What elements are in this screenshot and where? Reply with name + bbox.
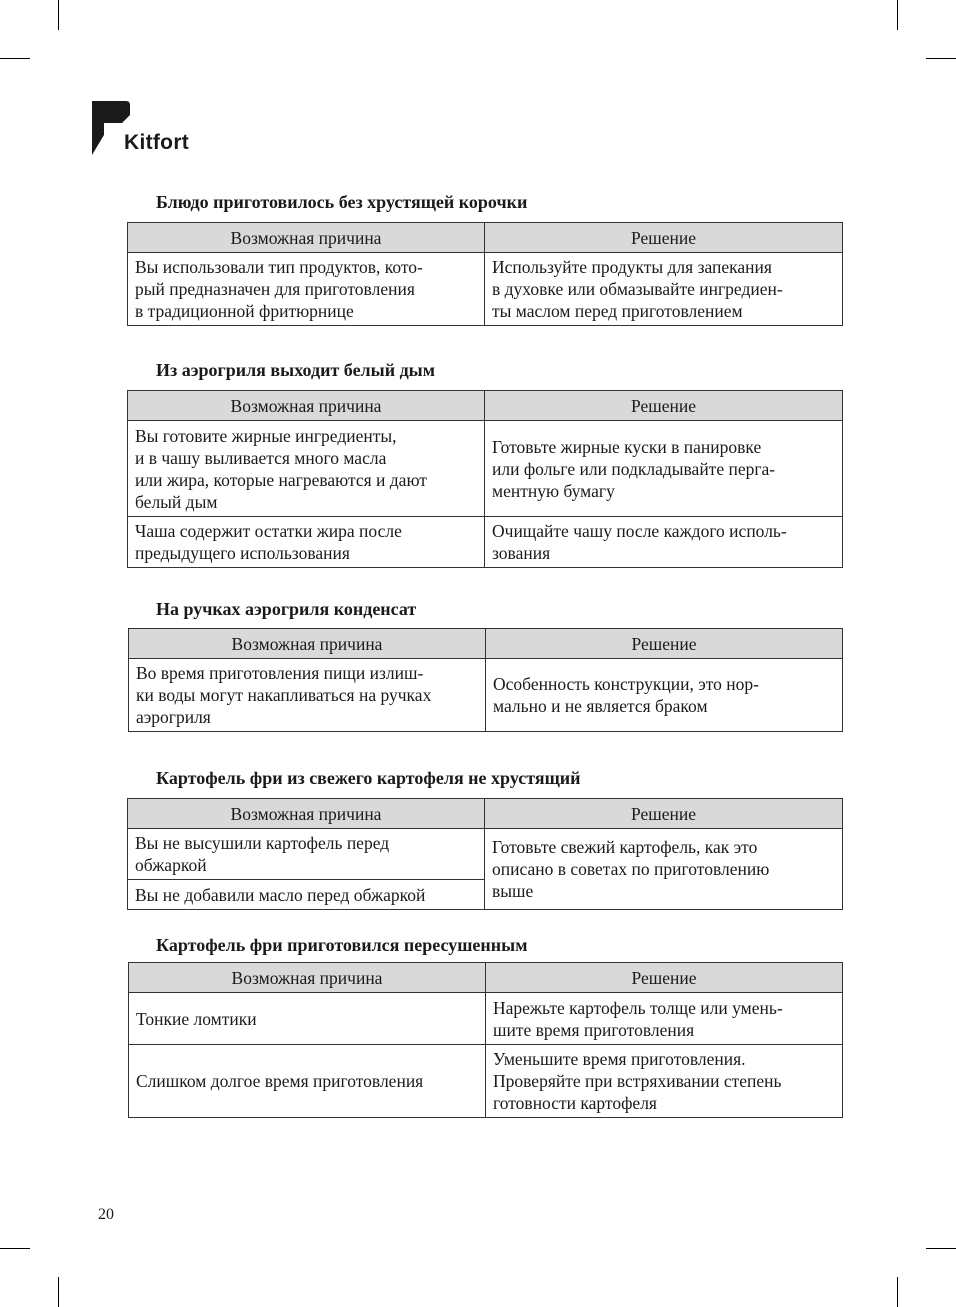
troubleshooting-table bbox=[127, 222, 843, 326]
solution-cell: Особенность конструкции, это нор- мально и не является браком bbox=[486, 659, 843, 732]
table-row bbox=[128, 253, 843, 326]
cause-cell: Тонкие ломтики bbox=[129, 993, 486, 1045]
cause-cell: Слишком долгое время приготовления bbox=[129, 1045, 486, 1118]
cause-cell: Вы не добавили масло перед обжаркой bbox=[128, 880, 485, 910]
crop-mark bbox=[926, 58, 956, 59]
section-title: Из аэрогриля выходит белый дым bbox=[156, 360, 435, 380]
cause-cell: Вы не высушили картофель перед обжаркой bbox=[128, 829, 485, 880]
table-header-row bbox=[128, 223, 843, 253]
crop-mark bbox=[926, 1248, 956, 1249]
solution-cell: Готовьте свежий картофель, как это описано в советах по приготовлению выше bbox=[485, 829, 843, 910]
column-header-solution: Решение bbox=[485, 799, 843, 829]
column-header-solution: Решение bbox=[485, 223, 843, 253]
troubleshooting-table bbox=[128, 628, 843, 732]
solution-cell: Уменьшите время приготовления. Проверяйте при встряхивании степень готовности картофеля bbox=[486, 1045, 843, 1118]
column-header-cause: Возможная причина bbox=[129, 963, 486, 993]
cause-cell: Вы готовите жирные ингредиенты, и в чашу выливается много масла или жира, которые нагреваются и дают белый дым bbox=[128, 421, 485, 517]
column-header-cause: Возможная причина bbox=[128, 223, 485, 253]
column-header-solution: Решение bbox=[486, 963, 843, 993]
solution-cell: Нарежьте картофель толще или умень- шите время приготовления bbox=[486, 993, 843, 1045]
column-header-solution: Решение bbox=[485, 391, 843, 421]
section-title: Картофель фри приготовился пересушенным bbox=[156, 935, 528, 955]
section-title: Блюдо приготовилось без хрустящей корочки bbox=[156, 192, 528, 212]
table-row bbox=[129, 659, 843, 732]
table-header-row bbox=[128, 391, 843, 421]
crop-mark bbox=[58, 0, 59, 30]
table-header-row bbox=[129, 629, 843, 659]
column-header-cause: Возможная причина bbox=[128, 799, 485, 829]
column-header-solution: Решение bbox=[486, 629, 843, 659]
cause-cell: Вы использовали тип продуктов, кото- рый предназначен для приготовления в традиционной фритюрнице bbox=[128, 253, 485, 326]
table-row bbox=[129, 993, 843, 1045]
crop-mark bbox=[0, 58, 30, 59]
table-row bbox=[128, 829, 843, 880]
column-header-cause: Возможная причина bbox=[129, 629, 486, 659]
section-title: Картофель фри из свежего картофеля не хрустящий bbox=[156, 768, 581, 788]
table-row bbox=[128, 517, 843, 568]
table-row bbox=[128, 421, 843, 517]
section-title: На ручках аэрогриля конденсат bbox=[156, 599, 417, 619]
solution-cell: Готовьте жирные куски в панировке или фольге или подкладывайте перга- ментную бумагу bbox=[485, 421, 843, 517]
crop-mark bbox=[897, 0, 898, 30]
cause-cell: Чаша содержит остатки жира после предыдущего использования bbox=[128, 517, 485, 568]
column-header-cause: Возможная причина bbox=[128, 391, 485, 421]
solution-cell: Используйте продукты для запекания в духовке или обмазывайте ингредиен- ты маслом перед приготовлением bbox=[485, 253, 843, 326]
table-row bbox=[129, 1045, 843, 1118]
troubleshooting-table bbox=[127, 798, 843, 910]
page-number: 20 bbox=[98, 1206, 114, 1223]
table-header-row bbox=[129, 963, 843, 993]
troubleshooting-table bbox=[128, 962, 843, 1118]
crop-mark bbox=[897, 1277, 898, 1307]
table-header-row bbox=[128, 799, 843, 829]
solution-cell: Очищайте чашу после каждого исполь- зования bbox=[485, 517, 843, 568]
troubleshooting-table bbox=[127, 390, 843, 568]
crop-mark bbox=[0, 1248, 30, 1249]
crop-mark bbox=[58, 1277, 59, 1307]
brand-name: Kitfort bbox=[124, 131, 190, 154]
kitfort-logo bbox=[92, 101, 212, 161]
cause-cell: Во время приготовления пищи излиш- ки воды могут накапливаться на ручках аэрогриля bbox=[129, 659, 486, 732]
